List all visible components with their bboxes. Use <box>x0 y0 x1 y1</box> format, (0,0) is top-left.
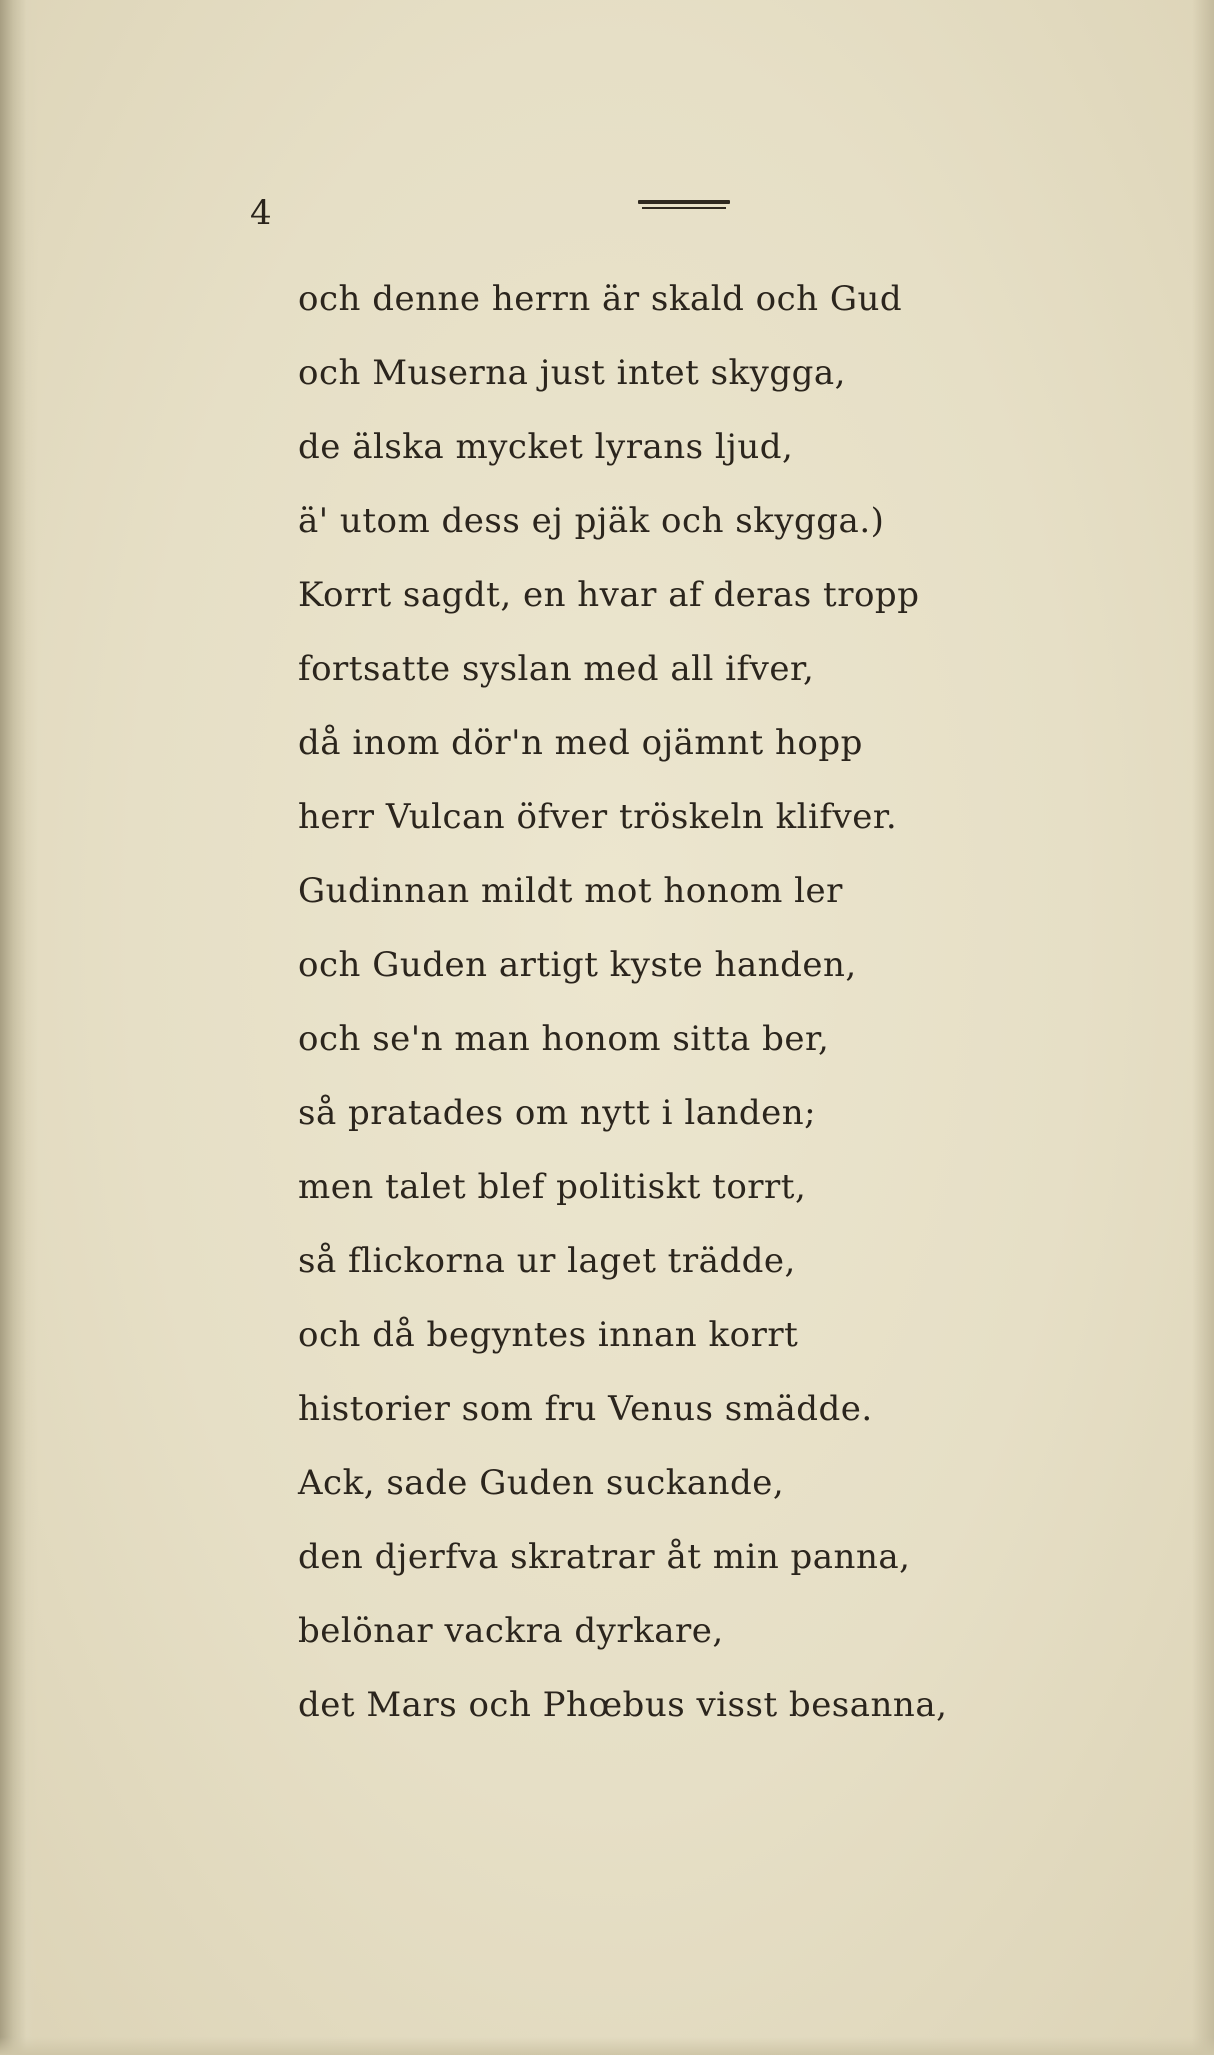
verse-line: herr Vulcan öfver tröskeln klifver. <box>298 797 898 837</box>
verse-text <box>298 262 1018 1742</box>
verse-line: så flickorna ur laget trädde, <box>298 1241 796 1281</box>
verse-line: men talet blef politiskt torrt, <box>298 1167 807 1207</box>
verse-line: belönar vackra dyrkare, <box>298 1611 724 1651</box>
verse-line: så pratades om nytt i landen; <box>298 1093 817 1133</box>
verse-line: det Mars och Phœbus visst besanna, <box>298 1685 948 1725</box>
header-rule <box>638 200 730 204</box>
verse-line: och se'n man honom sitta ber, <box>298 1019 830 1059</box>
verse-line: ä' utom dess ej pjäk och skygga.) <box>298 501 885 541</box>
verse-line: Gudinnan mildt mot honom ler <box>298 871 843 911</box>
verse-line: och Guden artigt kyste handen, <box>298 945 857 985</box>
verse-line: de älska mycket lyrans ljud, <box>298 427 794 467</box>
page-bottom-edge <box>0 2037 1214 2055</box>
verse-line: och denne herrn är skald och Gud <box>298 279 903 319</box>
verse-line: då inom dör'n med ojämnt hopp <box>298 723 863 763</box>
verse-line: och Muserna just intet skygga, <box>298 353 846 393</box>
verse-line: och då begyntes innan korrt <box>298 1315 799 1355</box>
verse-line: Ack, sade Guden suckande, <box>298 1463 785 1503</box>
verse-line: fortsatte syslan med all ifver, <box>298 649 815 689</box>
page-right-edge <box>1192 0 1214 2055</box>
page-binding-edge <box>0 0 38 2055</box>
verse-line: Korrt sagdt, en hvar af deras tropp <box>298 575 920 615</box>
page-number: 4 <box>250 193 272 233</box>
verse-line: den djerfva skratrar åt min panna, <box>298 1537 911 1577</box>
verse-line: historier som fru Venus smädde. <box>298 1389 873 1429</box>
